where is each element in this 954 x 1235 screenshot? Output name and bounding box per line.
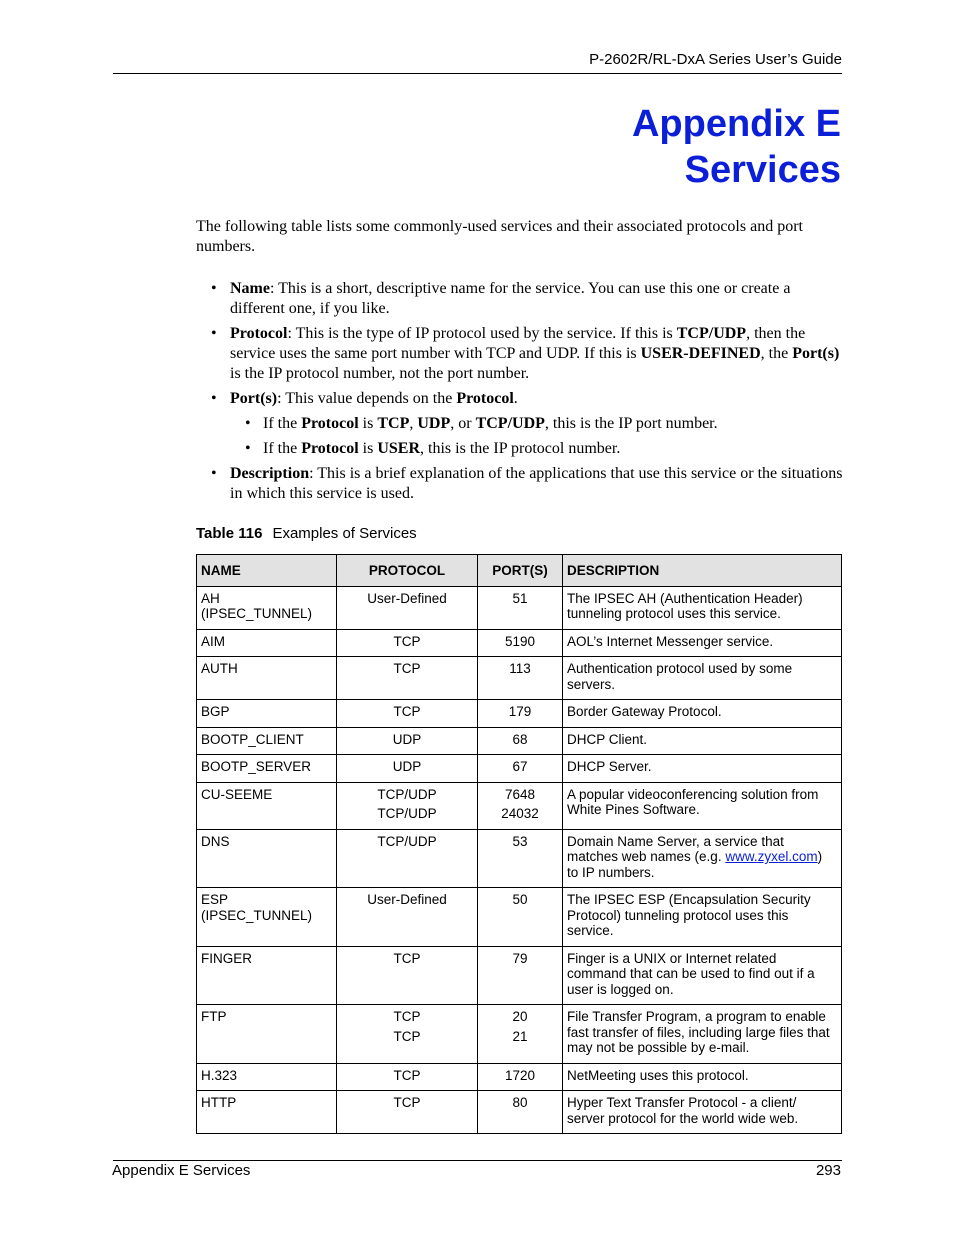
text: If the: [263, 440, 302, 457]
cell-protocol: [337, 629, 478, 657]
cell-name: [197, 755, 337, 783]
header-divider: [113, 73, 842, 74]
cell-name: [197, 1005, 337, 1064]
protocol-value: TCP/UDP: [377, 833, 437, 849]
cell-protocol: [337, 700, 478, 728]
port-value: 179: [508, 704, 532, 719]
text: , this is the IP protocol number.: [420, 440, 621, 457]
text: is: [358, 415, 378, 432]
port-value: 1720: [504, 1067, 536, 1083]
cell-ports: [478, 1005, 563, 1064]
cell-description: Border Gateway Protocol.: [563, 700, 842, 728]
keyword: USER: [377, 440, 421, 457]
table-caption: [196, 525, 417, 542]
definition-text: , the: [760, 345, 793, 362]
protocol-value: UDP: [392, 759, 422, 774]
cell-name: [197, 700, 337, 728]
cell-protocol: [337, 888, 478, 947]
protocol-value: TCP: [393, 1067, 421, 1083]
keyword: USER-DEFINED: [640, 345, 761, 362]
cell-ports: [478, 629, 563, 657]
cell-name-line: AUTH: [201, 661, 238, 676]
port-value: 20: [512, 1009, 528, 1024]
term: Description: [230, 465, 310, 482]
protocol-value: TCP: [393, 633, 421, 649]
table-row: [197, 1063, 842, 1091]
chapter-title-line2: Services: [684, 149, 841, 191]
header-description: DESCRIPTION: [563, 555, 842, 587]
cell-name-line: DNS: [201, 833, 230, 849]
protocol-value: TCP/UDP: [377, 806, 437, 821]
table-row: [197, 1091, 842, 1134]
keyword: UDP: [417, 415, 451, 432]
cell-ports: [478, 782, 563, 829]
cell-protocol: [337, 1063, 478, 1091]
port-value: 113: [509, 661, 531, 676]
header-ports: PORT(S): [478, 555, 563, 587]
cell-name-line: (IPSEC_TUNNEL): [201, 606, 313, 621]
cell-name: [197, 586, 337, 629]
description-text: ) to IP numbers.: [567, 849, 823, 880]
table-row: [197, 629, 842, 657]
cell-name: [197, 946, 337, 1005]
table-row: [197, 1005, 842, 1064]
cell-ports: [478, 700, 563, 728]
protocol-value: TCP: [393, 704, 421, 719]
chapter-title-line1: Appendix E: [631, 103, 841, 145]
protocol-value: UDP: [392, 731, 422, 747]
table-number: Table 116: [196, 525, 263, 542]
cell-name-line: (IPSEC_TUNNEL): [201, 907, 313, 923]
protocol-value: TCP: [393, 1095, 421, 1110]
cell-name-line: BOOTP_CLIENT: [201, 731, 304, 747]
cell-name-line: CU-SEEME: [201, 786, 273, 802]
cell-name-line: FTP: [201, 1009, 227, 1024]
cell-protocol: [337, 1091, 478, 1134]
cell-name: [197, 888, 337, 947]
protocol-value: User-Defined: [367, 892, 447, 907]
cell-ports: [478, 1063, 563, 1091]
cell-description: A popular videoconferencing solution from White Pines Software.: [563, 782, 842, 829]
bullet-description: [210, 464, 843, 504]
cell-ports: [478, 727, 563, 755]
field-definitions-list: [210, 279, 843, 509]
keyword: Protocol: [301, 440, 359, 457]
cell-description: Hyper Text Transfer Protocol - a client/ server protocol for the world wide web.: [563, 1091, 842, 1134]
table-header-row: [197, 555, 842, 587]
cell-protocol: [337, 946, 478, 1005]
port-value: 50: [512, 892, 528, 907]
cell-name: [197, 657, 337, 700]
definition-text: : This is the type of IP protocol used by the service. If this is: [287, 325, 677, 342]
keyword: Port(s): [792, 345, 840, 362]
table-row: [197, 755, 842, 783]
cell-name-line: HTTP: [201, 1095, 237, 1110]
guide-title: P-2602R/RL-DxA Series User’s Guide: [589, 51, 842, 68]
table-title: Examples of Services: [272, 525, 417, 542]
cell-name-line: ESP: [201, 892, 229, 907]
cell-ports: [478, 755, 563, 783]
definition: : This is a brief explanation of the applications that use this service or the situations in which this service is used.: [230, 465, 843, 502]
sub-bullet-user: [210, 439, 843, 459]
cell-description: Authentication protocol used by some servers.: [563, 657, 842, 700]
cell-name: [197, 1091, 337, 1134]
keyword: TCP/UDP: [475, 415, 545, 432]
table-row: [197, 946, 842, 1005]
footer-divider: [113, 1160, 842, 1161]
cell-name: [197, 629, 337, 657]
cell-protocol: [337, 782, 478, 829]
bullet-ports: [210, 389, 843, 409]
cell-description: The IPSEC AH (Authentication Header) tunneling protocol uses this service.: [563, 586, 842, 629]
cell-name-line: BOOTP_SERVER: [201, 759, 312, 774]
protocol-value: TCP/UDP: [377, 786, 437, 802]
protocol-value: TCP: [393, 1028, 421, 1044]
port-value: 68: [512, 731, 528, 747]
cell-ports: [478, 946, 563, 1005]
cell-name: [197, 1063, 337, 1091]
cell-name-line: AH: [201, 590, 220, 606]
header-name: NAME: [197, 555, 337, 587]
cell-name-line: AIM: [201, 633, 226, 649]
port-value: 5190: [504, 633, 536, 649]
table-row: [197, 888, 842, 947]
services-table: [196, 554, 842, 1134]
keyword: Protocol: [456, 390, 514, 407]
cell-name-line: FINGER: [201, 950, 253, 966]
cell-protocol: [337, 1005, 478, 1064]
keyword: TCP: [377, 415, 410, 432]
bullet-dot-icon: •: [211, 390, 217, 407]
text: , this is the IP port number.: [544, 415, 718, 432]
cell-name-line: BGP: [201, 704, 230, 719]
cell-protocol: [337, 727, 478, 755]
definition-text: is the IP protocol number, not the port number.: [230, 365, 530, 382]
table-row: [197, 700, 842, 728]
keyword: Protocol: [301, 415, 359, 432]
bullet-dot-icon: •: [211, 465, 217, 482]
port-value: 7648: [504, 786, 536, 802]
cell-description: DHCP Server.: [563, 755, 842, 783]
description-text: Domain Name Server, a service that matches web names (e.g.: [567, 833, 784, 864]
page-number: 293: [815, 1162, 841, 1179]
cell-description: Finger is a UNIX or Internet related command that can be used to find out if a user is logged on.: [563, 946, 842, 1005]
bullet-dot-icon: •: [245, 440, 251, 457]
definition-text: , then the service uses the same port number with TCP and UDP. If this is: [230, 325, 806, 362]
text: is: [358, 440, 378, 457]
cell-protocol: [337, 829, 478, 888]
port-value: 51: [512, 590, 528, 606]
port-value: 53: [512, 833, 528, 849]
table-row: [197, 586, 842, 629]
term: Protocol: [230, 325, 288, 342]
cell-protocol: [337, 755, 478, 783]
text: If the: [263, 415, 302, 432]
bullet-name: [210, 279, 843, 319]
cell-ports: [478, 1091, 563, 1134]
text: ,: [409, 415, 418, 432]
port-value: 79: [512, 950, 528, 966]
table-row: [197, 782, 842, 829]
text: , or: [450, 415, 476, 432]
cell-name: [197, 727, 337, 755]
cell-description: DHCP Client.: [563, 727, 842, 755]
port-value: 24032: [501, 806, 539, 821]
cell-ports: [478, 888, 563, 947]
cell-ports: [478, 586, 563, 629]
cell-name: [197, 829, 337, 888]
protocol-value: TCP: [393, 1009, 421, 1024]
table-row: [197, 829, 842, 888]
cell-protocol: [337, 657, 478, 700]
definition-text: .: [513, 390, 518, 407]
bullet-protocol: [210, 324, 843, 384]
chapter-title: [632, 101, 841, 193]
cell-name: [197, 782, 337, 829]
cell-description: AOL’s Internet Messenger service.: [563, 629, 842, 657]
protocol-value: User-Defined: [367, 590, 447, 606]
cell-description: The IPSEC ESP (Encapsulation Security Protocol) tunneling protocol uses this service.: [563, 888, 842, 947]
protocol-value: TCP: [393, 950, 421, 966]
intro-paragraph: The following table lists some commonly-used services and their associated protocols and port numbers.: [196, 218, 803, 255]
term: Port(s): [230, 390, 278, 407]
keyword: TCP/UDP: [676, 325, 747, 342]
sub-bullet-tcp-udp: [210, 414, 843, 434]
table-body: [197, 586, 842, 1134]
bullet-dot-icon: •: [211, 325, 217, 342]
bullet-dot-icon: •: [245, 415, 251, 432]
port-value: 80: [512, 1095, 528, 1110]
definition-text: : This value depends on the: [277, 390, 457, 407]
cell-description: File Transfer Program, a program to enable fast transfer of files, including large files that may not be possible by e-mail.: [563, 1005, 842, 1064]
footer-section-title: Appendix E Services: [112, 1162, 251, 1179]
cell-description: [563, 829, 842, 888]
port-value: 67: [512, 759, 528, 774]
cell-protocol: [337, 586, 478, 629]
cell-description: NetMeeting uses this protocol.: [563, 1063, 842, 1091]
bullet-dot-icon: •: [211, 280, 217, 297]
header-protocol: PROTOCOL: [337, 555, 478, 587]
definition: : This is a short, descriptive name for the service. You can use this one or create a different one, if you like.: [230, 280, 791, 317]
table-row: [197, 727, 842, 755]
term: Name: [230, 280, 270, 297]
protocol-value: TCP: [393, 661, 421, 676]
cell-ports: [478, 657, 563, 700]
port-value: 21: [512, 1028, 528, 1044]
cell-ports: [478, 829, 563, 888]
table-row: [197, 657, 842, 700]
cell-name-line: H.323: [201, 1067, 238, 1083]
zyxel-website-link[interactable]: www.zyxel.com: [725, 849, 818, 864]
